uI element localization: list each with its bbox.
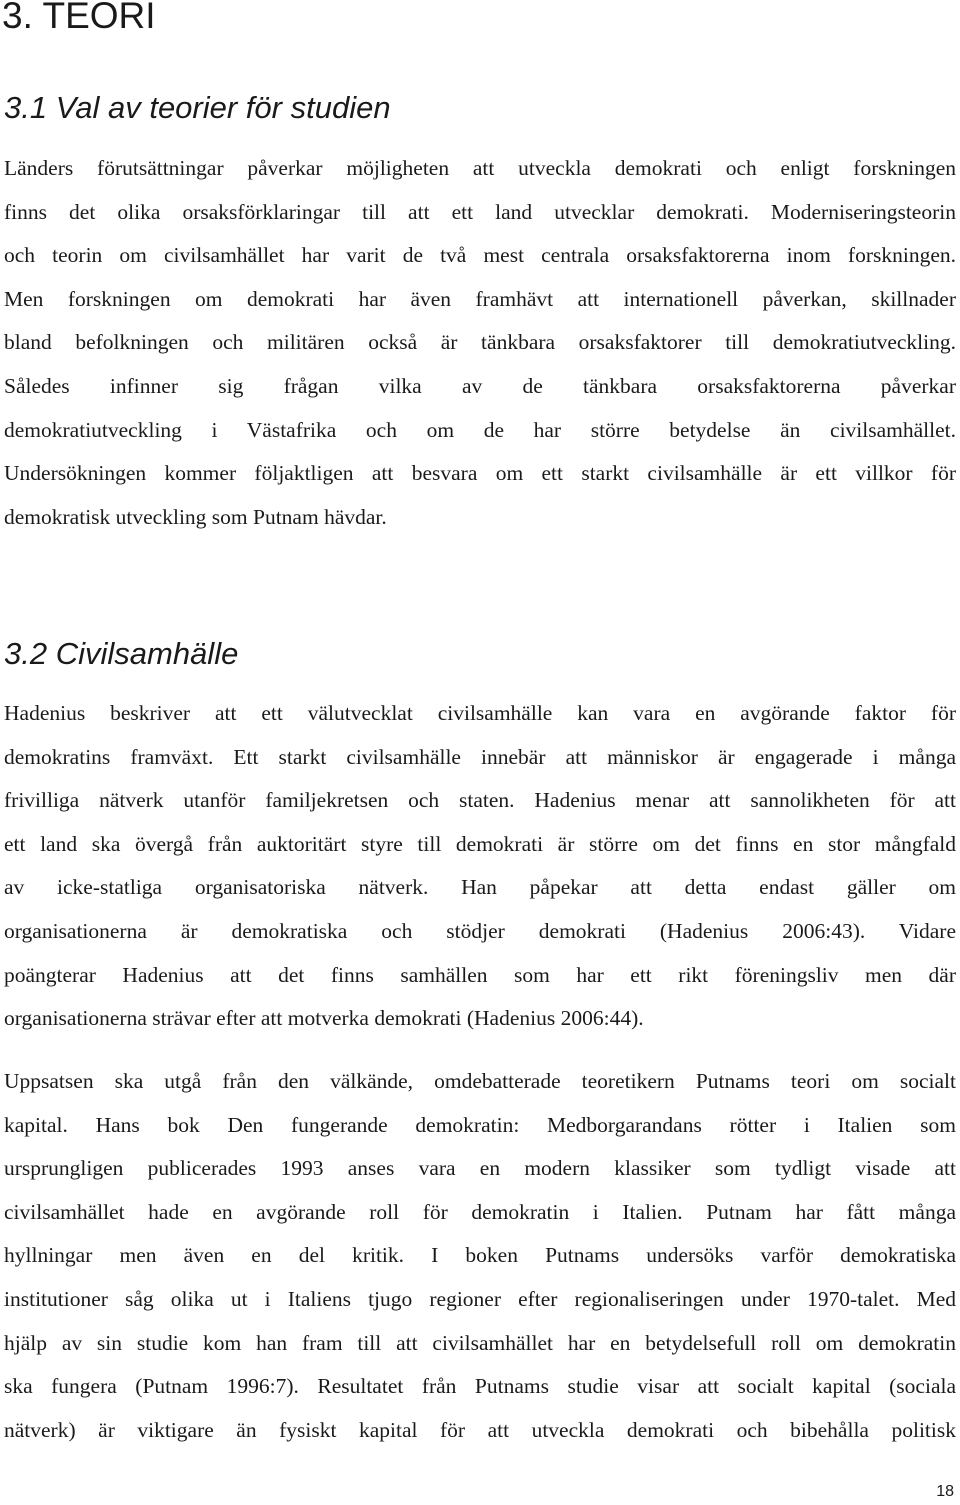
- text-line: och teorin om civilsamhället har varit de två mest centrala orsaksfaktorerna inom forskningen.: [4, 243, 956, 268]
- text-line: Länders förutsättningar påverkar möjligheten att utveckla demokrati och enligt forskningen: [4, 156, 956, 180]
- text-line: finns det olika orsaksförklaringar till att ett land utvecklar demokrati. Moderniseringsteorin: [4, 199, 956, 224]
- text-line: bland befolkningen och militären också är tänkbara orsaksfaktorer till demokratiutveckling.: [4, 330, 956, 355]
- section-heading: 3.1 Val av teorier för studien: [4, 90, 391, 125]
- text-line: organisationerna är demokratiska och stödjer demokrati (Hadenius 2006:43). Vidare: [4, 918, 956, 943]
- text-line: institutioner såg olika ut i Italiens tjugo regioner efter regionaliseringen under 1970-talet. Med: [4, 1286, 956, 1311]
- text-line: nätverk) är viktigare än fysiskt kapital för att utveckla demokrati och bibehålla politisk: [4, 1417, 956, 1442]
- paragraph: [4, 692, 956, 1041]
- text-line: civilsamhället hade en avgörande roll för demokratin i Italien. Putnam har fått många: [4, 1199, 956, 1224]
- paragraph: [4, 147, 956, 539]
- text-line: demokratisk utveckling som Putnam hävdar.: [4, 504, 387, 529]
- text-line: ett land ska övergå från auktoritärt styre till demokrati är större om det finns en stor mångfald: [4, 831, 956, 856]
- text-line: demokratins framväxt. Ett starkt civilsamhälle innebär att människor är engagerade i många: [4, 744, 956, 769]
- section-heading: 3.2 Civilsamhälle: [4, 636, 239, 671]
- text-line: demokratiutveckling i Västafrika och om de har större betydelse än civilsamhället.: [4, 417, 956, 442]
- text-line: organisationerna strävar efter att motverka demokrati (Hadenius 2006:44).: [4, 1006, 644, 1031]
- text-line: Således infinner sig frågan vilka av de tänkbara orsaksfaktorerna påverkar: [4, 373, 956, 398]
- text-line: Men forskningen om demokrati har även framhävt att internationell påverkan, skillnader: [4, 286, 956, 311]
- text-line: av icke-statliga organisatoriska nätverk. Han påpekar att detta endast gäller om: [4, 875, 956, 900]
- text-line: Hadenius beskriver att ett välutvecklat civilsamhälle kan vara en avgörande faktor för: [4, 701, 956, 725]
- chapter-heading: 3. TEORI: [2, 0, 156, 36]
- page-number: 18: [936, 1483, 954, 1500]
- text-line: hjälp av sin studie kom han fram till att civilsamhället har en betydelsefull roll om demokratin: [4, 1330, 956, 1355]
- text-line: kapital. Hans bok Den fungerande demokratin: Medborgarandans rötter i Italien som: [4, 1112, 956, 1137]
- text-line: poängterar Hadenius att det finns samhällen som har ett rikt föreningsliv men där: [4, 962, 956, 987]
- text-line: ursprungligen publicerades 1993 anses vara en modern klassiker som tydligt visade att: [4, 1156, 956, 1181]
- text-line: frivilliga nätverk utanför familjekretsen och staten. Hadenius menar att sannolikheten för att: [4, 788, 956, 813]
- paragraph: [4, 1060, 956, 1452]
- text-line: Undersökningen kommer följaktligen att besvara om ett starkt civilsamhälle är ett villkor för: [4, 461, 956, 486]
- text-line: hyllningar men även en del kritik. I boken Putnams undersöks varför demokratiska: [4, 1243, 956, 1268]
- text-line: Uppsatsen ska utgå från den välkände, omdebatterade teoretikern Putnams teori om socialt: [4, 1069, 956, 1093]
- text-line: ska fungera (Putnam 1996:7). Resultatet från Putnams studie visar att socialt kapital (sociala: [4, 1374, 956, 1399]
